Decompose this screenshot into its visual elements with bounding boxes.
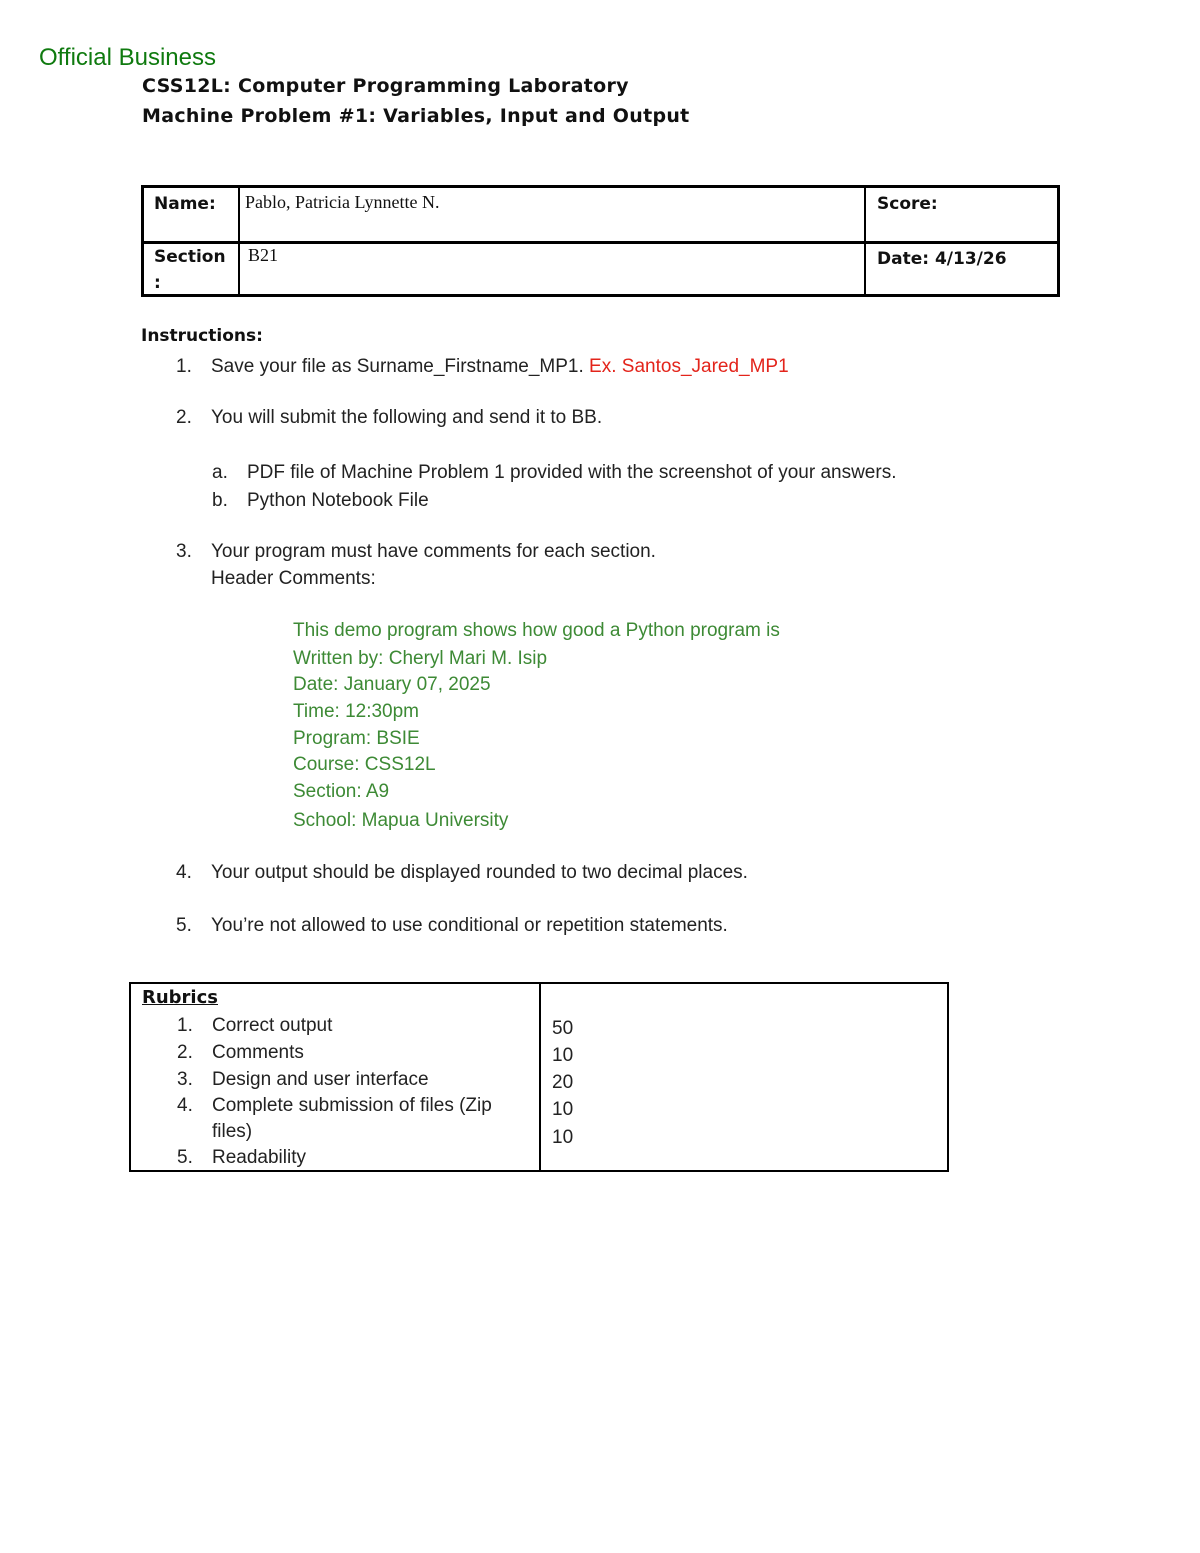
header-comment-line: Program: BSIE [293,728,420,749]
sub-list-letter: b. [212,490,228,511]
instruction-text: Save your file as Surname_Firstname_MP1. [211,356,584,377]
score-label: Score: [877,194,938,214]
rubric-points: 10 [552,1127,574,1148]
instructions-heading: Instructions: [141,326,263,346]
table-divider [539,984,541,1170]
list-number: 3. [176,541,192,562]
list-item: You’re not allowed to use conditional or repetition statements. [211,915,728,936]
rubric-points: 10 [552,1099,574,1120]
sub-list-item: PDF file of Machine Problem 1 provided with the screenshot of your answers. [247,462,897,483]
list-item: You will submit the following and send it to BB. [211,407,603,428]
list-item: Your output should be displayed rounded to two decimal places. [211,862,748,883]
list-number: 1. [176,356,192,377]
rubric-label: Correct output [212,1015,333,1036]
rubric-number: 2. [177,1042,193,1063]
name-label: Name: [154,194,216,214]
rubric-number: 1. [177,1015,193,1036]
sub-list-item: Python Notebook File [247,490,429,511]
list-item: Your program must have comments for each section. [211,541,656,562]
rubric-points: 10 [552,1045,574,1066]
date-label: Date: 4/13/26 [877,249,1007,269]
rubric-points: 50 [552,1018,574,1039]
list-number: 2. [176,407,192,428]
rubric-label: Comments [212,1042,304,1063]
header-comment-line: This demo program shows how good a Python program is [293,620,780,641]
header-comment-line: Date: January 07, 2025 [293,674,491,695]
rubric-number: 3. [177,1069,193,1090]
header-comment-line: Section: A9 [293,781,390,802]
rubric-number: 4. [177,1095,193,1116]
rubric-label: Readability [212,1147,306,1168]
header-comment-line: Course: CSS12L [293,754,436,775]
rubric-label: Complete submission of files (Zip [212,1095,492,1116]
rubric-label: Design and user interface [212,1069,429,1090]
machine-problem-title: Machine Problem #1: Variables, Input and Output [142,105,690,127]
rubrics-table [129,982,949,1172]
section-label: Section [154,247,226,267]
list-item [211,356,789,378]
header-comment-line: School: Mapua University [293,810,509,831]
rubrics-title: Rubrics [142,987,218,1008]
official-business-label: Official Business [39,44,216,71]
section-value: B21 [248,245,279,265]
header-comments-label: Header Comments: [211,568,376,589]
name-value: Pablo, Patricia Lynnette N. [245,192,440,212]
header-comment-line: Written by: Cheryl Mari M. Isip [293,648,548,669]
student-info-table [141,185,1060,297]
filename-example: Ex. Santos_Jared_MP1 [583,356,789,377]
list-number: 4. [176,862,192,883]
rubric-label-continued: files) [212,1121,253,1142]
rubric-points: 20 [552,1072,574,1093]
section-label-colon: : [154,273,161,293]
course-title: CSS12L: Computer Programming Laboratory [142,75,629,97]
table-divider [144,241,1057,244]
rubric-number: 5. [177,1147,193,1168]
header-comment-line: Time: 12:30pm [293,701,420,722]
list-number: 5. [176,915,192,936]
sub-list-letter: a. [212,462,228,483]
